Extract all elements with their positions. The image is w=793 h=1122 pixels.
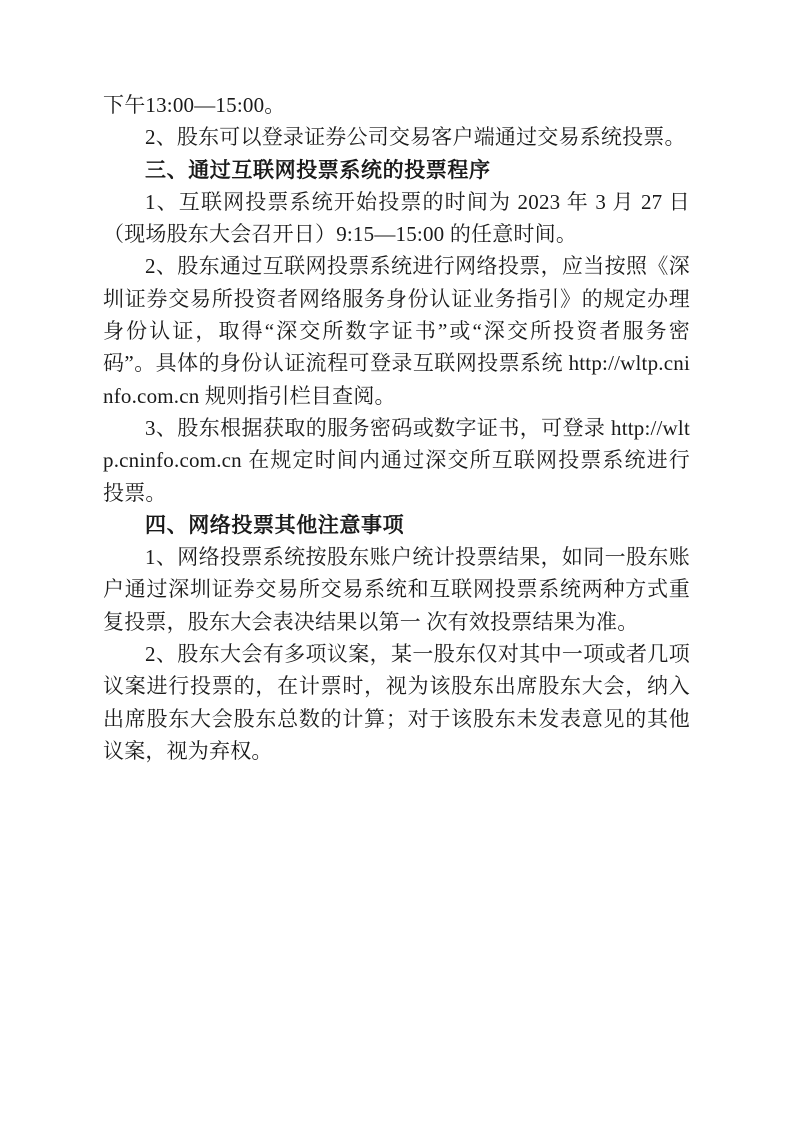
paragraph-login-voting-site: 3、股东根据获取的服务密码或数字证书，可登录 http://wltp.cninfo.com.cn 在规定时间内通过深交所互联网投票系统进行投票。 <box>103 415 690 505</box>
paragraph-time-range-continuation: 下午13:00—15:00。 <box>103 93 286 117</box>
section-heading-internet-voting-procedure: 三、通过互联网投票系统的投票程序 <box>145 157 491 182</box>
paragraph-identity-authentication: 2、股东通过互联网投票系统进行网络投票，应当按照《深圳证券交易所投资者网络服务身份认证业务指引》的规定办理身份认证，取得“深交所数字证书”或“深交所投资者服务密码”。具体的身份认证流程可登录互联网投票系统 http://wltp.cninfo.com.cn 规则指引栏目查阅。 <box>103 254 690 408</box>
paragraph-trading-system-voting: 2、股东可以登录证券公司交易客户端通过交易系统投票。 <box>145 125 686 150</box>
section-heading-other-notes: 四、网络投票其他注意事项 <box>145 512 405 537</box>
paragraph-duplicate-voting-rule: 1、网络投票系统按股东账户统计投票结果，如同一股东账户通过深圳证券交易所交易系统和互联网投票系统两种方式重复投票，股东大会表决结果以第一 次有效投票结果为准。 <box>103 545 690 634</box>
paragraph-partial-voting-rule: 2、股东大会有多项议案，某一股东仅对其中一项或者几项议案进行投票的，在计票时，视为该股东出席股东大会，纳入出席股东大会股东总数的计算；对于该股东未发表意见的其他议案，视为弃权。 <box>103 642 690 763</box>
paragraph-voting-start-time: 1、互联网投票系统开始投票的时间为 2023 年 3 月 27 日（现场股东大会召开日）9:15—15:00 的任意时间。 <box>103 189 690 247</box>
